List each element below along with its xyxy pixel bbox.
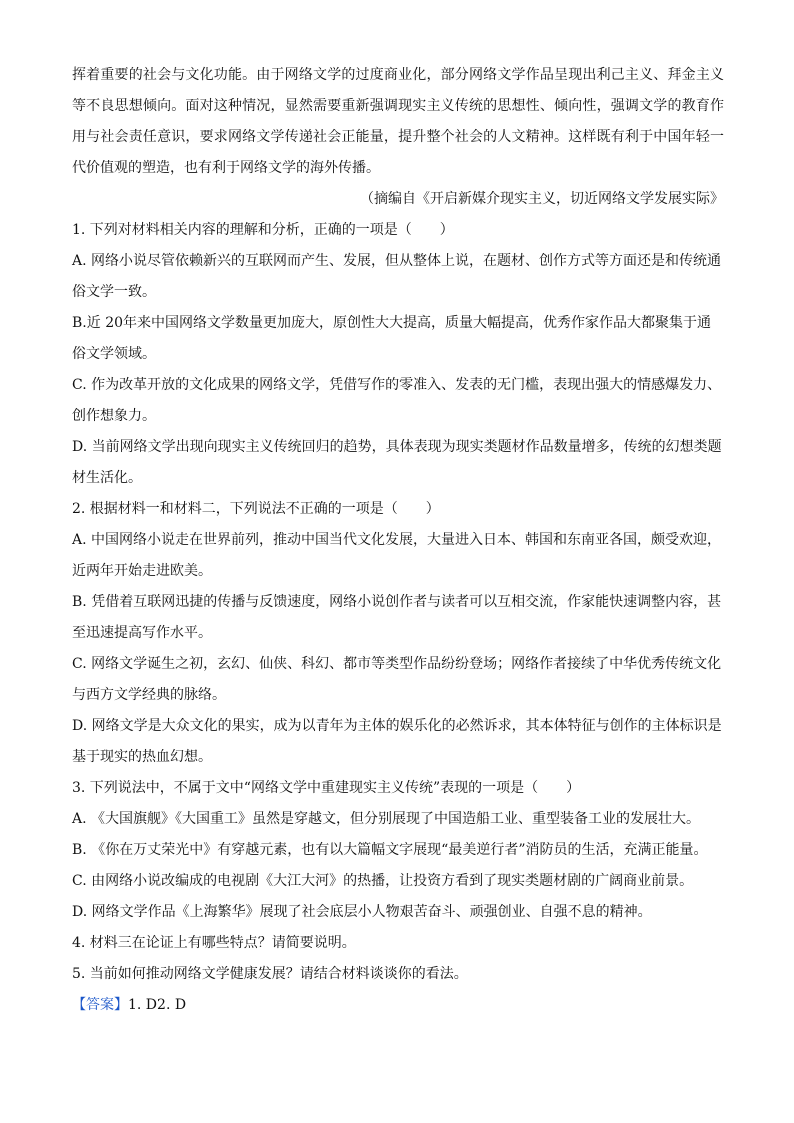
source-citation: （摘编自《开启新媒介现实主义，切近网络文学发展实际》 (360, 191, 724, 207)
option-b: B.近 20年来中国网络文学数量更加庞大，原创性大大提高，质量大幅提高，优秀作家作品大都聚集于通俗文学领域。 (72, 315, 712, 362)
question-5: 5. 当前如何推动网络文学健康发展？请结合材料谈谈你的看法。 (72, 966, 468, 982)
answer-line (72, 990, 724, 1021)
option-a: A. 网络小说尽管依赖新兴的互联网而产生、发展，但从整体上说，在题材、创作方式等方面还是和传统通俗文学一致。 (72, 253, 722, 300)
question-1 (72, 215, 724, 494)
answer-text: 1. D2. D (128, 997, 187, 1013)
option-c: C. 作为改革开放的文化成果的网络文学，凭借写作的零准入、发表的无门槛，表现出强大的情感爆发力、创作想象力。 (72, 377, 722, 424)
option-a: A. 《大国旗舰》《大国重工》虽然是穿越文，但分别展现了中国造船工业、重型装备工业的发展壮大。 (72, 811, 701, 827)
question-stem: 3. 下列说法中，不属于文中“网络文学中重建现实主义传统”表现的一项是（ ） (72, 780, 581, 796)
option-d: D. 网络文学是大众文化的果实，成为以青年为主体的娱乐化的必然诉求，其本体特征与创作的主体标识是基于现实的热血幻想。 (72, 718, 722, 765)
question-stem: 2. 根据材料一和材料二，下列说法不正确的一项是（ ） (72, 501, 440, 517)
answer-tag: 【答案】 (72, 997, 128, 1013)
option-d: D. 当前网络文学出现向现实主义传统回归的趋势，具体表现为现实类题材作品数量增多，传统的幻想类题材生活化。 (72, 439, 722, 486)
option-a: A. 中国网络小说走在世界前列，推动中国当代文化发展，大量进入日本、韩国和东南亚各国，颇受欢迎，近两年开始走进欧美。 (72, 532, 722, 579)
question-4: 4. 材料三在论证上有哪些特点？请简要说明。 (72, 935, 356, 951)
option-b: B. 《你在万丈荣光中》有穿越元素，也有以大篇幅文字展现“最美逆行者”消防员的生活，充满正能量。 (72, 842, 708, 858)
question-2 (72, 494, 724, 773)
question-3 (72, 773, 724, 928)
question-stem: 1. 下列对材料相关内容的理解和分析，正确的一项是（ ） (72, 222, 454, 238)
option-c: C. 由网络小说改编成的电视剧《大江大河》的热播，让投资方看到了现实类题材剧的广阔商业前景。 (72, 873, 694, 889)
option-b: B. 凭借着互联网迅捷的传播与反馈速度，网络小说创作者与读者可以互相交流，作家能快速调整内容，甚至迅速提高写作水平。 (72, 594, 722, 641)
option-d: D. 网络文学作品《上海繁华》展现了社会底层小人物艰苦奋斗、顽强创业、自强不息的精神。 (72, 904, 652, 920)
document-page (72, 60, 724, 1021)
passage-paragraph: 挥着重要的社会与文化功能。由于网络文学的过度商业化，部分网络文学作品呈现出利己主义、拜金主义等不良思想倾向。面对这种情况，显然需要重新强调现实主义传统的思想性、倾向性，强调文学的教育作用与社会责任意识，要求网络文学传递社会正能量，提升整个社会的人文精神。这样既有利于中国年轻一代价值观的塑造，也有利于网络文学的海外传播。 (72, 67, 724, 176)
option-c: C. 网络文学诞生之初，玄幻、仙侠、科幻、都市等类型作品纷纷登场；网络作者接续了中华优秀传统文化与西方文学经典的脉络。 (72, 656, 722, 703)
